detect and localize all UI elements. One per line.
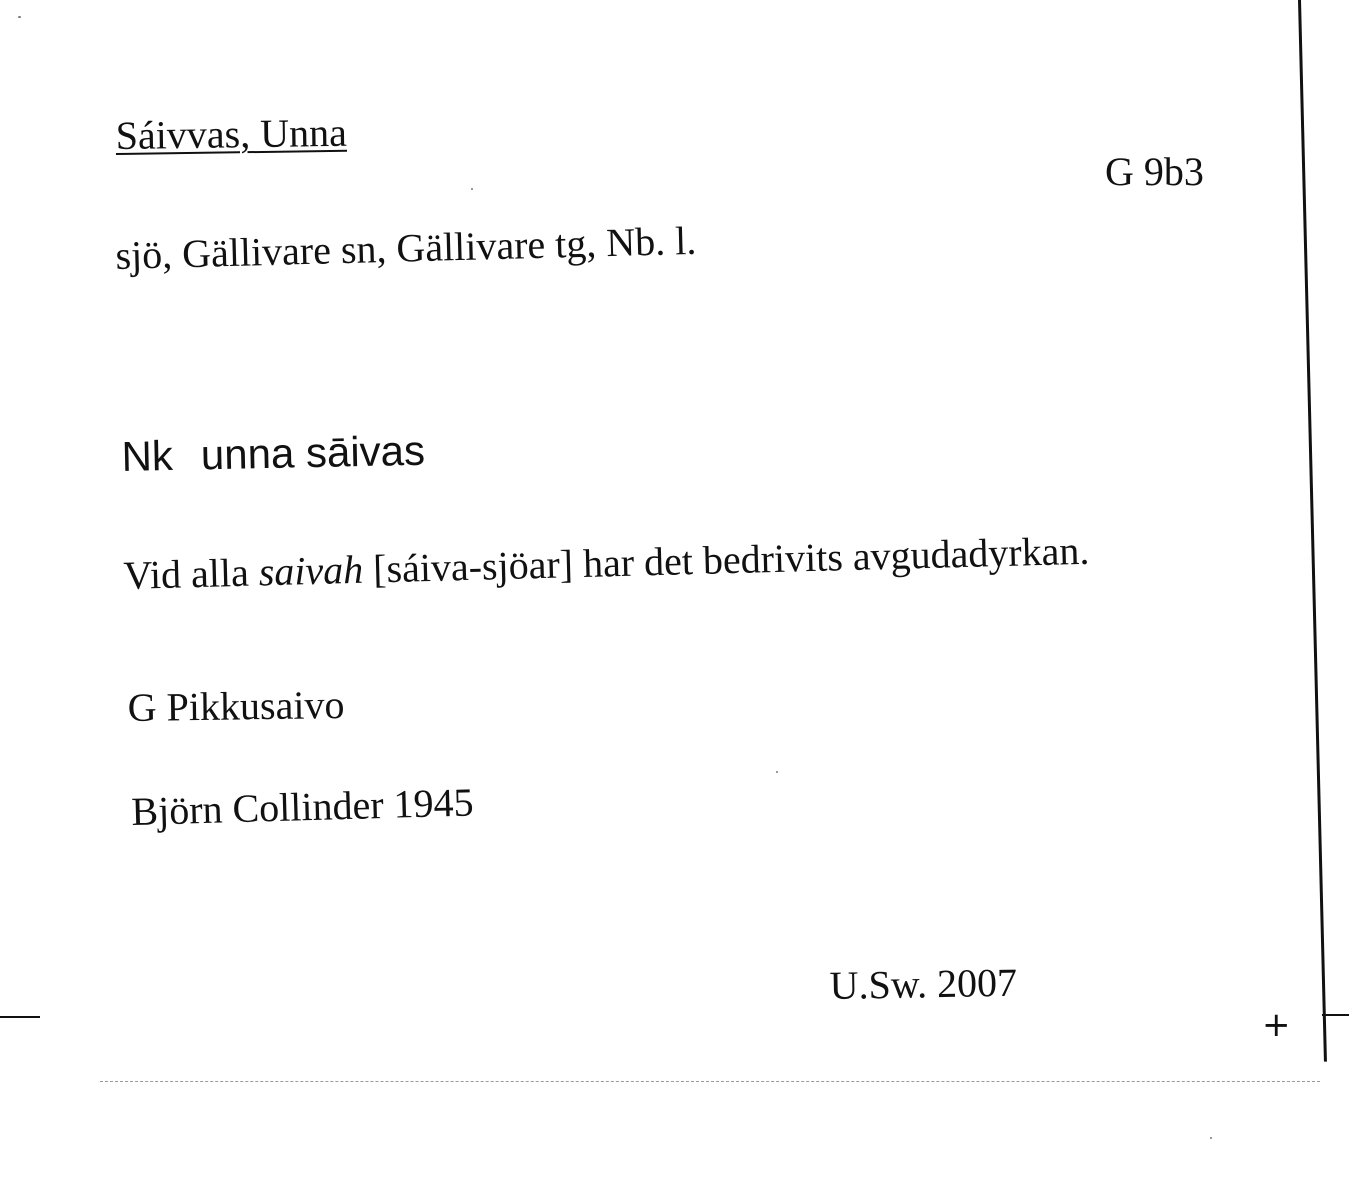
card-bottom-edge — [100, 1081, 1320, 1082]
scan-speck — [471, 188, 473, 190]
statement-emphasis: saivah — [258, 546, 364, 595]
statement-after: [sáiva-sjöar] har det bedrivits avgudadyrkan. — [362, 527, 1090, 592]
description-statement — [122, 527, 1090, 598]
nk-entry — [121, 426, 426, 480]
place-name-heading: Sáivvas, Unna — [115, 109, 348, 158]
nk-form: unna sāivas — [200, 426, 426, 479]
scan-speck — [1210, 1137, 1212, 1139]
scan-speck — [18, 16, 21, 18]
signature: U.Sw. 2007 — [829, 959, 1018, 1008]
card-right-edge — [1298, 0, 1327, 1062]
nk-label: Nk — [121, 431, 174, 480]
source-citation: Björn Collinder 1945 — [130, 779, 475, 834]
map-code: G 9b3 — [1105, 149, 1204, 194]
scan-speck — [776, 771, 778, 773]
right-cut-mark — [1322, 1014, 1349, 1016]
statement-before: Vid alla — [122, 549, 260, 598]
location-description: sjö, Gällivare sn, Gällivare tg, Nb. l. — [114, 217, 697, 278]
variant-name: G Pikkusaivo — [127, 681, 345, 730]
left-cut-mark — [0, 1016, 40, 1018]
plus-mark: + — [1262, 1005, 1291, 1045]
